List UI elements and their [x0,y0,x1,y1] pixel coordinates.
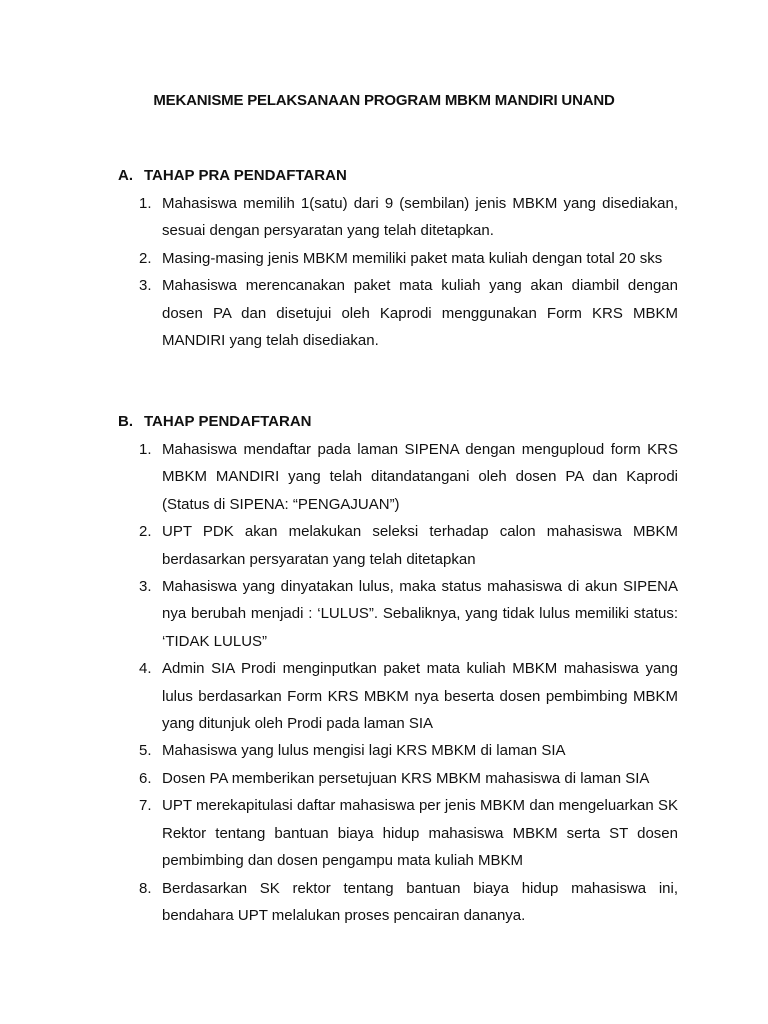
item-text: UPT PDK akan melakukan seleksi terhadap calon mahasiswa MBKM berdasarkan persyaratan yang telah ditetapkan [162,523,678,568]
item-text: Berdasarkan SK rektor tentang bantuan biaya hidup mahasiswa ini, bendahara UPT melalukan proses pencairan dananya. [162,879,678,924]
list-item [118,573,678,655]
item-text: Masing-masing jenis MBKM memiliki paket mata kuliah dengan total 20 sks [162,249,663,267]
item-number: 2. [139,249,152,267]
item-number: 1. [139,441,152,458]
section-heading [118,408,678,436]
document-title: MEKANISME PELAKSANAAN PROGRAM MBKM MANDIRI UNAND [153,92,615,109]
item-text: Mahasiswa merencanakan paket mata kuliah yang akan diambil dengan dosen PA dan disetujui oleh Kaprodi menggunakan Form KRS MBKM MANDIRI yang telah disediakan. [162,277,678,350]
item-number: 1. [139,195,152,212]
section-letter: A. [118,167,133,184]
step-list [118,436,678,929]
list-item [118,190,678,245]
section-title: TAHAP PENDAFTARAN [144,413,312,430]
item-text: Mahasiswa memilih 1(satu) dari 9 (sembilan) jenis MBKM yang disediakan, sesuai dengan persyaratan yang telah ditetapkan. [162,195,678,240]
list-item [118,245,678,272]
item-text: Admin SIA Prodi menginputkan paket mata kuliah MBKM mahasiswa yang lulus berdasarkan Form KRS MBKM nya beserta dosen pembimbing MBKM yang ditunjuk oleh Prodi pada laman SIA [162,660,678,733]
list-item [118,518,678,573]
step-list [118,190,678,354]
item-number: 5. [139,742,152,760]
list-item [118,875,678,930]
item-number: 2. [139,523,152,541]
section-title: TAHAP PRA PENDAFTARAN [144,167,347,184]
item-text: Mahasiswa mendaftar pada laman SIPENA dengan menguploud form KRS MBKM MANDIRI yang telah ditandatangani oleh dosen PA dan Kaprodi (Status di SIPENA: “PENGAJUAN”) [162,441,678,513]
list-item [118,436,678,518]
list-item [118,272,678,354]
list-item [118,765,678,792]
item-number: 6. [139,769,152,787]
section-heading [118,162,678,190]
section-pra-pendaftaran [118,162,678,354]
item-text: Mahasiswa yang lulus mengisi lagi KRS MBKM di laman SIA [162,742,566,760]
item-text: UPT merekapitulasi daftar mahasiswa per jenis MBKM dan mengeluarkan SK Rektor tentang bantuan biaya hidup mahasiswa MBKM serta ST dosen pembimbing dan dosen pengampu mata kuliah MBKM [162,797,678,870]
item-number: 8. [139,879,152,897]
list-item [118,655,678,737]
section-letter: B. [118,413,133,430]
list-item [118,737,678,764]
item-number: 4. [139,660,152,678]
item-text: Mahasiswa yang dinyatakan lulus, maka status mahasiswa di akun SIPENA nya berubah menjadi : ‘LULUS”. Sebaliknya, yang tidak lulus memiliki status: ‘TIDAK LULUS” [162,578,678,650]
item-text: Dosen PA memberikan persetujuan KRS MBKM mahasiswa di laman SIA [162,769,650,787]
item-number: 3. [139,277,152,295]
list-item [118,792,678,874]
section-pendaftaran [118,408,678,929]
item-number: 7. [139,797,152,815]
item-number: 3. [139,578,152,596]
